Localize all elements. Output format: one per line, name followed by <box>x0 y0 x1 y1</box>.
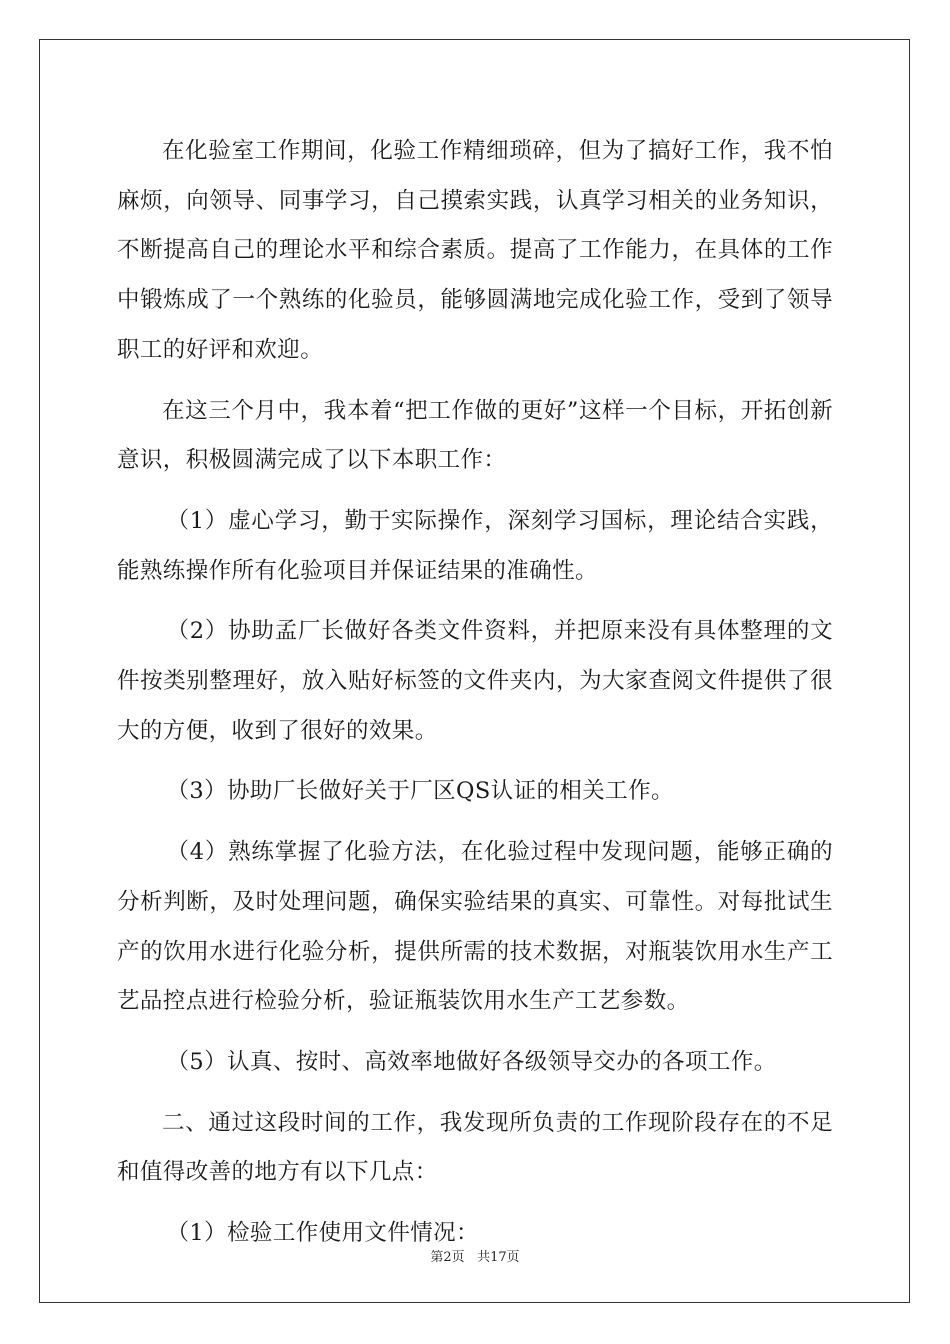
paragraph-lab-work: 在化验室工作期间，化验工作精细琐碎，但为了搞好工作，我不怕麻烦，向领导、同事学习，自己摸索实践，认真学习相关的业务知识，不断提高自己的理论水平和综合素质。提高了工作能力，在具体的工作中锻炼成了一个熟练的化验员，能够圆满地完成化验工作，受到了领导职工的好评和欢迎。 <box>117 138 833 363</box>
page-number: 第2页 <box>430 1250 465 1265</box>
paragraph-item-5: （5）认真、按时、高效率地做好各级领导交办的各项工作。 <box>166 1048 777 1075</box>
paragraph-section-two: 二、通过这段时间的工作，我发现所负责的工作现阶段存在的不足和值得改善的地方有以下几点： <box>117 1109 833 1186</box>
paragraph-item-3: （3）协助厂长做好关于厂区QS认证的相关工作。 <box>166 778 674 805</box>
paragraph-three-months: 在这三个月中，我本着“把工作做的更好”这样一个目标，开拓创新意识，积极圆满完成了以下本职工作： <box>117 397 833 474</box>
paragraph-section-two-item-1: （1）检验工作使用文件情况： <box>166 1220 479 1247</box>
page-total: 共17页 <box>477 1250 520 1265</box>
paragraph-item-1: （1）虚心学习，勤于实际操作，深刻学习国标，理论结合实践，能熟练操作所有化验项目并保证结果的准确性。 <box>117 507 833 584</box>
paragraph-item-2: （2）协助孟厂长做好各类文件资料，并把原来没有具体整理的文件按类别整理好，放入贴好标签的文件夹内，为大家查阅文件提供了很大的方便，收到了很好的效果。 <box>117 618 833 744</box>
paragraph-item-4: （4）熟练掌握了化验方法，在化验过程中发现问题，能够正确的分析判断，及时处理问题，确保实验结果的真实、可靠性。对每批试生产的饮用水进行化验分析，提供所需的技术数据，对瓶装饮用水生产工艺品控点进行检验分析，验证瓶装饮用水生产工艺参数。 <box>117 839 833 1015</box>
document-body <box>117 127 833 1270</box>
page-footer <box>0 1246 950 1265</box>
